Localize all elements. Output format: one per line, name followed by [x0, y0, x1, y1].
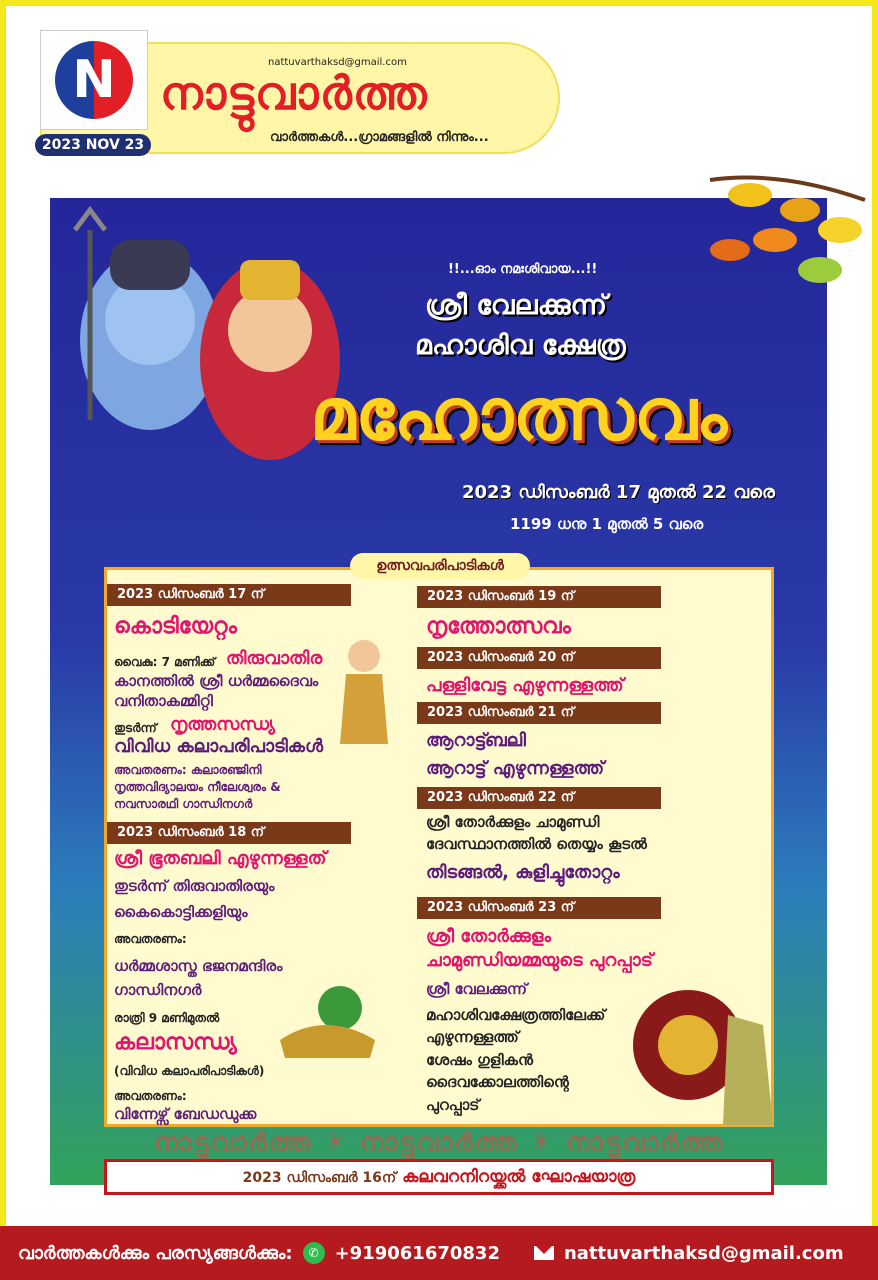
event-arattubali: ആറാട്ട്ബലി: [426, 730, 526, 751]
thorkkulam-line3: ശ്രീ തോർക്കുളം: [426, 926, 552, 947]
date-bar-dec21: 2023 ഡിസംബർ 21 ന്: [417, 702, 661, 724]
date-bar-dec22: 2023 ഡിസംബർ 22 ന്: [417, 787, 661, 809]
dancer-image: [336, 634, 392, 744]
event-thidangal: തിടങ്ങൽ, കുളിച്ചുതോറ്റം: [426, 862, 620, 883]
theyyam-image: [628, 985, 776, 1130]
purappad-line: പുറപ്പാട്: [426, 1096, 480, 1114]
programs-label: ഉത്സവപരിപാടികൾ: [350, 553, 530, 579]
logo-icon: N: [55, 41, 133, 119]
pre-event-title: കലവറനിറയ്ക്കൽ ഘോഷയാത്ര: [402, 1167, 636, 1187]
daivakolam-line: ദൈവക്കോലത്തിന്റെ: [426, 1073, 569, 1091]
thiruvathirayum: തുടർന്ന് തിരുവാതിരയും: [114, 877, 275, 895]
kaikottikkaliyum: കൈകൊട്ടിക്കളിയും: [114, 903, 248, 921]
thorkkulam-line2: ദേവസ്ഥാനത്തിൽ തെയ്യം കൂടൽ: [426, 835, 647, 853]
pre-event-date: 2023 ഡിസംബർ 16ന്: [242, 1170, 397, 1186]
avatharanam-line1: അവതരണം: കലാരഞ്ജിനി: [114, 763, 262, 777]
mahasiva-line: മഹാശിവക്ഷേത്രത്തിലേക്ക്: [426, 1006, 606, 1024]
footer-contact-bar: [0, 1226, 878, 1280]
nritha-line1: നൃത്തവിദ്യാലയം നീലേശ്വരം &: [114, 780, 281, 794]
kanathil-line2: വനിതാകമ്മിറ്റി: [114, 692, 213, 710]
thorkkulam-line1: ശ്രീ തോർക്കുളം ചാമുണ്ഡി: [426, 813, 600, 831]
velakkunnu-line: ശ്രീ വേലക്കുന്ന്: [426, 980, 528, 998]
winners-bedadukka: വിന്നേഴ്സ് ബേഡഡുക്ക: [114, 1105, 257, 1123]
date-bar-dec20: 2023 ഡിസംബർ 20 ന്: [417, 647, 661, 669]
event-chamundi-purappad: ചാമുണ്ഡിയമ്മയുടെ പുറപ്പാട്: [426, 950, 653, 971]
thudarnnu-label: തുടർന്ന്: [114, 721, 157, 735]
brand-name: നാട്ടുവാർത്ത: [160, 66, 428, 120]
event-kodiyettam: കൊടിയേറ്റം: [114, 614, 237, 639]
footer-label: വാർത്തകൾക്കും പരസ്യങ്ങൾക്കും:: [18, 1242, 293, 1264]
footer-phone[interactable]: +919061670832: [334, 1242, 500, 1264]
footer-email[interactable]: nattuvarthaksd@gmail.com: [563, 1242, 844, 1264]
ezhunnallathu-line: എഴുന്നള്ളത്ത്: [426, 1028, 519, 1046]
night-9pm: രാത്രി 9 മണിമുതൽ: [114, 1011, 220, 1025]
date-bar-dec23: 2023 ഡിസംബർ 23 ന്: [417, 897, 661, 919]
autumn-leaves-image: [690, 160, 870, 310]
kanathil-line1: കാനത്തിൽ ശ്രീ ധർമ്മദൈവം: [114, 672, 319, 690]
event-bhuthabali: ശ്രീ ഭൂതബലി എഴുന്നള്ളത്: [114, 848, 327, 869]
avatharanam-3: അവതരണം:: [114, 1089, 187, 1103]
dharmashastha: ധർമ്മശാസ്ത ഭജനമന്ദിരം: [114, 957, 283, 975]
event-thiruvathira: തിരുവാതിര: [226, 648, 323, 669]
mail-icon[interactable]: [534, 1246, 554, 1260]
temple-name-line1: ശ്രീ വേലക്കുന്ന്: [425, 290, 607, 321]
date-badge: 2023 NOV 23: [35, 134, 151, 156]
gandhinagar: ഗാന്ധിനഗർ: [114, 981, 202, 999]
brand-logo[interactable]: [40, 30, 148, 130]
vividha-kalaparipadikal-2: (വിവിധ കലാപരിപാടികൾ): [114, 1064, 265, 1078]
brand-tagline: വാർത്തകൾ...ഗ്രാമങ്ങളിൽ നിന്നും...: [270, 130, 489, 145]
shesham-gulikan: ശേഷം ഗുളികൻ: [426, 1051, 533, 1069]
whatsapp-icon[interactable]: ✆: [303, 1242, 325, 1264]
om-namah-shivaya: !!...ഓം നമഃശിവായ...!!: [448, 262, 598, 277]
nritha-line2: നവസാരഥി ഗാന്ധിനഗർ: [114, 797, 253, 811]
date-bar-dec18: 2023 ഡിസംബർ 18 ന്: [107, 822, 351, 844]
event-nrithothsavam: നൃത്തോത്സവം: [426, 614, 571, 639]
deity-illustration: [60, 200, 340, 520]
time-7pm: വൈകു: 7 മണിക്ക്: [114, 655, 216, 669]
event-kalasandhya: കലാസന്ധ്യ: [114, 1030, 237, 1055]
vividha-kalaparipadikal: വിവിധ കലാപരിപാടികൾ: [114, 736, 324, 757]
kathakali-image: [270, 980, 380, 1060]
festival-date-range-ml: 1199 ധനു 1 മുതൽ 5 വരെ: [510, 515, 704, 533]
temple-name-line2: മഹാശിവ ക്ഷേത്ര: [415, 330, 626, 361]
festival-date-range: 2023 ഡിസംബർ 17 മുതൽ 22 വരെ: [462, 482, 775, 503]
event-pallivetta: പള്ളിവേട്ട എഴുന്നള്ളത്ത്: [426, 675, 624, 696]
pre-event-banner: [104, 1159, 774, 1195]
avatharanam-2: അവതരണം:: [114, 932, 187, 946]
header-email[interactable]: nattuvarthaksd@gmail.com: [268, 57, 407, 68]
event-arattu: ആറാട്ട് എഴുന്നള്ളത്ത്: [426, 758, 605, 779]
festival-title: മഹോത്സവം: [310, 372, 727, 456]
date-bar-dec17: 2023 ഡിസംബർ 17 ന്: [107, 584, 351, 606]
date-bar-dec19: 2023 ഡിസംബർ 19 ന്: [417, 586, 661, 608]
event-nrithasandhya: നൃത്തസന്ധ്യ: [170, 714, 276, 735]
watermark: നാട്ടുവാർത്ത ☀ നാട്ടുവാർത്ത ☀ നാട്ടുവാർത്ത: [153, 1128, 725, 1158]
